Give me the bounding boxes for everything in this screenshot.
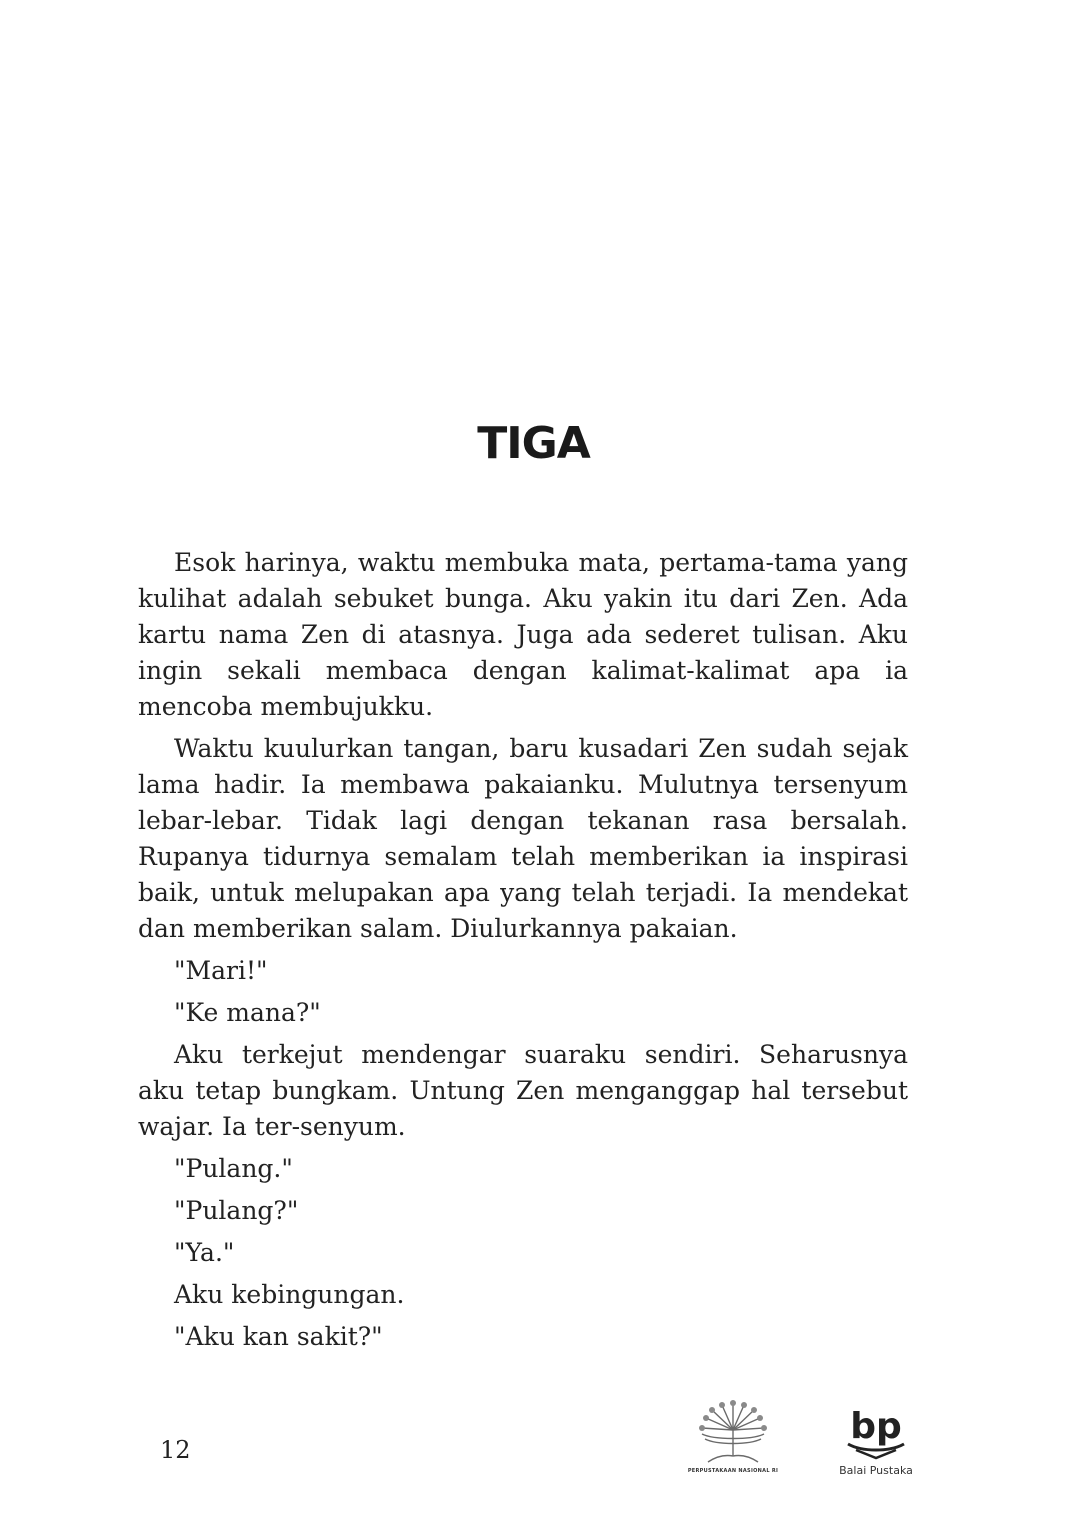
perpusnas-emblem-icon — [662, 1396, 804, 1468]
paragraph: Waktu kuulurkan tangan, baru kusadari Zen sudah sejak lama hadir. Ia membawa pakaianku. Mulutnya tersenyum lebar-lebar. Tidak lagi dengan tekanan rasa bersalah. Rupanya tidurnya semalam telah memberikan ia inspirasi baik, untuk melupakan apa yang telah terjadi. Ia mendekat dan memberikan salam. Diulurkannya pakaian. — [138, 734, 908, 943]
paragraph: "Ya." — [174, 1238, 235, 1267]
paragraph: Esok harinya, waktu membuka mata, pertama-tama yang kulihat adalah sebuket bunga. Aku yakin itu dari Zen. Ada kartu nama Zen di atasnya. Juga ada sederet tulisan. Aku ingin sekali membaca dengan kalimat-kalimat apa ia mencoba membujukku. — [138, 548, 908, 721]
balai-pustaka-emblem-icon — [826, 1398, 926, 1462]
balai-pustaka-caption: Balai Pustaka — [839, 1464, 913, 1477]
perpusnas-caption: PERPUSTAKAAN NASIONAL RI — [687, 1468, 779, 1474]
balai-pustaka-logo — [826, 1398, 926, 1480]
paragraph: "Pulang?" — [174, 1196, 299, 1225]
paragraph: "Aku kan sakit?" — [174, 1322, 383, 1351]
paragraph: "Mari!" — [174, 956, 268, 985]
perpusnas-logo — [662, 1396, 804, 1480]
paragraph: "Pulang." — [174, 1154, 293, 1183]
page-number: 12 — [160, 1436, 191, 1464]
paragraph: Aku kebingungan. — [174, 1280, 405, 1309]
chapter-title: TIGA — [477, 418, 590, 469]
chapter-body — [138, 545, 908, 1361]
balai-pustaka-mark: bp — [850, 1406, 902, 1447]
paragraph: Aku terkejut mendengar suaraku sendiri. Seharusnya aku tetap bungkam. Untung Zen menganggap hal tersebut wajar. Ia ter-senyum. — [138, 1040, 908, 1141]
paragraph: "Ke mana?" — [174, 998, 321, 1027]
